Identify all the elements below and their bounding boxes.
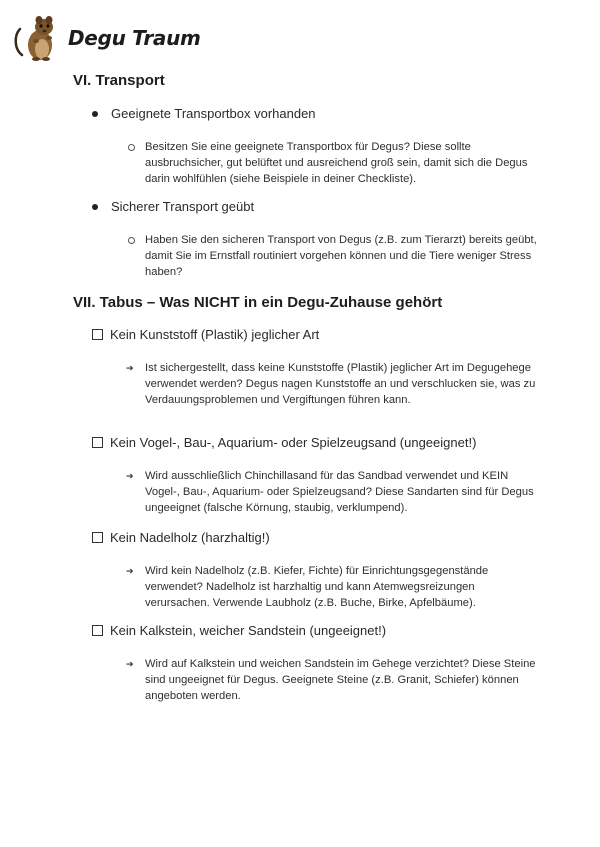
arrow-bullet-icon: ➔: [126, 566, 134, 576]
checklist-item-nadelholz[interactable]: [92, 530, 270, 545]
circle-bullet-icon: [128, 237, 135, 244]
item-label: Kein Nadelholz (harzhaltig!): [110, 530, 270, 545]
item-detail: [126, 563, 540, 611]
item-detail-text: Wird auf Kalkstein und weichen Sandstein im Gehege verzichtet? Diese Steine sind ungeeignet für Degus. Geeignete Steine (z.B. Granit, Schiefer) können angeboten werden.: [145, 658, 536, 702]
arrow-bullet-icon: ➔: [126, 659, 134, 669]
brand-logo: [12, 10, 201, 66]
checklist-item-kalkstein[interactable]: [92, 623, 386, 638]
item-detail-text: Haben Sie den sicheren Transport von Degus (z.B. zum Tierarzt) bereits geübt, damit Sie im Ernstfall routiniert vorgehen können und die Tiere weniger Stress haben?: [145, 234, 537, 278]
item-label: Geeignete Transportbox vorhanden: [111, 106, 316, 121]
checkbox[interactable]: [92, 437, 103, 448]
section-heading-tabus: VII. Tabus – Was NICHT in ein Degu-Zuhause gehört: [73, 294, 443, 311]
item-label: Kein Kalkstein, weicher Sandstein (ungeeignet!): [110, 623, 387, 638]
arrow-bullet-icon: ➔: [126, 471, 134, 481]
bullet-icon: [92, 204, 98, 210]
item-detail: [126, 360, 540, 408]
brand-name: Degu Traum: [68, 26, 201, 50]
item-detail: [145, 139, 540, 187]
item-label: Sicherer Transport geübt: [111, 199, 255, 214]
list-item-sicherer-transport: [92, 199, 254, 214]
item-detail: [126, 656, 540, 704]
arrow-bullet-icon: ➔: [126, 363, 134, 373]
item-detail: [126, 468, 540, 516]
checkbox[interactable]: [92, 329, 103, 340]
circle-bullet-icon: [128, 144, 135, 151]
checkbox[interactable]: [92, 532, 103, 543]
item-detail: [145, 232, 540, 280]
checkbox[interactable]: [92, 625, 103, 636]
item-detail-text: Besitzen Sie eine geeignete Transportbox für Degus? Diese sollte ausbruchsicher, gut belüftet und ausreichend groß sein, damit sich die Degus darin wohlfühlen (siehe Beispiele in deiner Checkliste).: [145, 141, 528, 185]
item-label: Kein Kunststoff (Plastik) jeglicher Art: [110, 327, 320, 342]
item-detail-text: Wird kein Nadelholz (z.B. Kiefer, Fichte) für Einrichtungsgegenstände verwendet? Nadelholz ist harzhaltig und kann Atemwegsreizungen verursachen. Verwende Laubholz (z.B. Buche, Birke, Apfelbäume).: [145, 565, 489, 609]
item-detail-text: Ist sichergestellt, dass keine Kunststoffe (Plastik) jeglicher Art im Degugehege verwendet werden? Degus nagen Kunststoffe an und verschlucken sie, was zu Verdauungsproblemen und Vergiftungen führen kann.: [145, 362, 536, 406]
bullet-icon: [92, 111, 98, 117]
section-heading-transport: VI. Transport: [73, 72, 165, 89]
checklist-item-kunststoff[interactable]: [92, 327, 319, 342]
list-item-transportbox: [92, 106, 316, 121]
item-label: Kein Vogel-, Bau-, Aquarium- oder Spielzeugsand (ungeeignet!): [110, 435, 477, 450]
item-detail-text: Wird ausschließlich Chinchillasand für das Sandbad verwendet und KEIN Vogel-, Bau-, Aquarium- oder Spielzeugsand? Diese Sandarten sind für Degus ungeeignet (falsche Körnung, staubig, verklumpend).: [145, 470, 534, 514]
degu-mascot-icon: [12, 11, 66, 65]
checklist-item-sand[interactable]: [92, 435, 476, 450]
